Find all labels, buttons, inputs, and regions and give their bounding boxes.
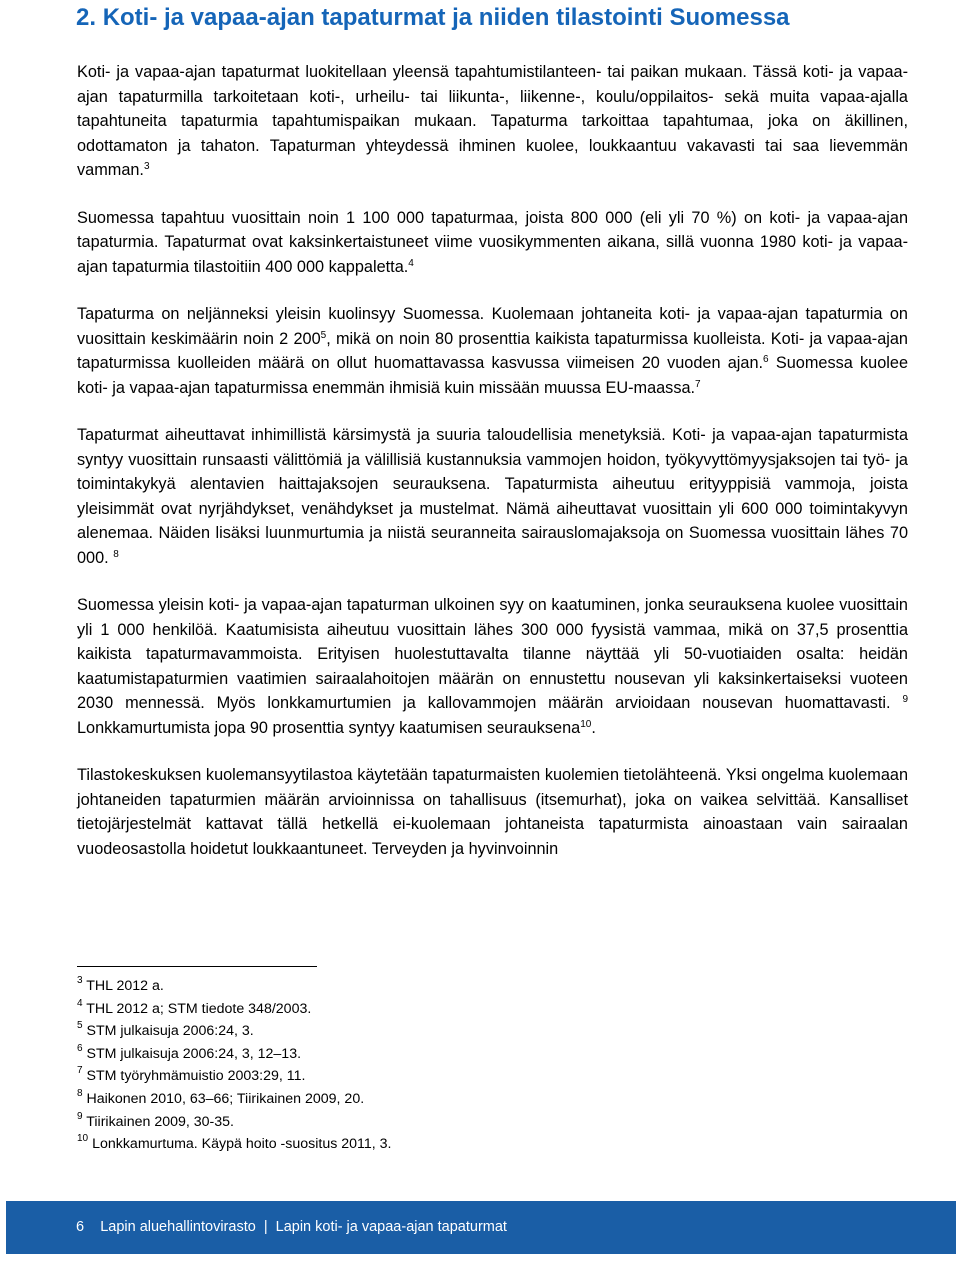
footnote-number: 10 [77, 1133, 89, 1145]
paragraph-text: Tapaturma on neljänneksi yleisin kuolinsyy Suomessa. Kuolemaan johtaneita koti- ja vapaa-ajan tapaturmia on vuosittain keskimäärin noin 2 200 [77, 305, 908, 348]
footer-document-title: Lapin koti- ja vapaa-ajan tapaturmat [275, 1219, 507, 1235]
footnote-reference[interactable]: 8 [113, 548, 119, 560]
body-text [77, 60, 908, 884]
paragraph-text: Suomessa kuolee koti- ja vapaa-ajan tapaturmissa enemmän ihmisiä kuin missään muussa EU-maassa. [77, 354, 908, 397]
footnote-reference[interactable]: 3 [143, 161, 150, 172]
footnote-number: 6 [77, 1042, 83, 1054]
footnote-reference[interactable]: 4 [408, 257, 414, 269]
paragraph-text: Suomessa tapahtuu vuosittain noin 1 100 000 tapaturmaa, joista 800 000 (eli yli 70 %) on koti- ja vapaa-ajan tapaturmia. Tapaturmat ovat kaksinkertaistuneet viime vuosikymmenten aikana, sillä vuonna 1980 koti- ja vapaa-ajan tapaturmia tilastoitiin 400 000 kappaletta. [77, 208, 908, 276]
footer-separator: | [263, 1219, 268, 1235]
footnote-number: 3 [77, 975, 83, 986]
footnote-item [77, 1043, 777, 1066]
footnote-number: 9 [77, 1110, 83, 1122]
section-number: 2. [76, 4, 97, 31]
paragraph-text: Tilastokeskuksen kuolemansyytilastoa käytetään tapaturmaisten kuolemien tietolähteenä. Yksi ongelma kuolemaan johtaneiden tapaturmien määrän arvioinnissa on tahallisuus (itsemurhat), joka on vaikea selvittää. Kansalliset tietojärjestelmät kattavat tällä hetkellä ei-kuolemaan johtaneista tapaturmista ainoastaan vain sairaalan vuodeosastolla hoidetut loukkaantuneet. Terveyden ja hyvinvoinnin [77, 766, 908, 858]
footer-text [76, 1217, 507, 1237]
footnotes [77, 975, 777, 1156]
footer-organization: Lapin aluehallintovirasto [100, 1219, 256, 1235]
section-title: Koti- ja vapaa-ajan tapaturmat ja niiden tilastointi Suomessa [102, 4, 790, 31]
footnote-item [77, 1065, 777, 1088]
paragraph [77, 302, 908, 400]
footnote-reference[interactable]: 7 [695, 378, 701, 390]
footnote-text: STM julkaisuja 2006:24, 3. [82, 1023, 254, 1040]
footnote-text: Tiirikainen 2009, 30-35. [82, 1113, 234, 1130]
footnote-item [77, 1088, 777, 1111]
paragraph [77, 423, 908, 570]
footnote-number: 5 [77, 1020, 83, 1032]
footnote-reference[interactable]: 6 [763, 354, 769, 365]
paragraph [77, 593, 908, 740]
footnote-number: 8 [77, 1087, 83, 1099]
paragraph [77, 763, 908, 861]
footnote-text: THL 2012 a; STM tiedote 348/2003. [82, 1000, 312, 1017]
paragraph-text: . [591, 718, 596, 737]
footnote-item [77, 1111, 777, 1134]
paragraph-text: Lonkkamurtumista jopa 90 prosenttia syntyy kaatumisen seurauksena [77, 718, 581, 737]
paragraph-text: Suomessa yleisin koti- ja vapaa-ajan tapaturman ulkoinen syy on kaatuminen, jonka seurauksena kuolee vuosittain yli 1 000 henkilöä. Kaatumisista aiheutuu vuosittain lähes 300 000 fyysistä vammaa, mikä on 37,5 prosenttia kaikista tapaturmavammoista. Erityisen huolestuttavalta tilanne näyttää yli 50-vuotiaiden osalta: heidän kaatumistapaturmien vaatimien sairaalahoitojen määrän on ennustettu nousevan yli kaksinkertaiseksi vuoteen 2030 mennessä. Myös lonkkamurtumien ja kallovammojen määrän arvioidaan nousevan huomattavasti. [77, 596, 908, 712]
footnote-number: 7 [77, 1065, 83, 1077]
paragraph-text: Koti- ja vapaa-ajan tapaturmat luokitellaan yleensä tapahtumistilanteen- tai paikan mukaan. Tässä koti- ja vapaa-ajan tapaturmilla tarkoitetaan koti-, urheilu- tai liikunta-, liikenne-, koulu/oppilaitos- sekä muita vapaa-ajalla tapahtuneita tapaturmia tapahtumispaikan mukaan. Tapaturma tarkoittaa tapahtumaa, joka on äkillinen, odottamaton ja tahaton. Tapaturman yhteydessä ihminen kuolee, loukkaantuu vakavasti tai saa lievemmän vamman. [77, 63, 908, 179]
footnote-item [77, 1133, 777, 1156]
footnote-item [77, 975, 777, 998]
footnote-item [77, 1020, 777, 1043]
paragraph [77, 206, 908, 280]
section-heading [76, 2, 936, 34]
footnote-item [77, 998, 777, 1021]
page-footer [6, 1201, 956, 1254]
footnote-reference[interactable]: 10 [580, 718, 592, 730]
paragraph-text: , mikä on noin 80 prosenttia kaikista tapaturmissa kuolleista. Koti- ja vapaa-ajan tapaturmissa kuolleiden määrä on ollut huomattavassa kasvussa viimeisen 20 vuoden ajan. [77, 329, 908, 372]
footnote-text: STM työryhmämuistio 2003:29, 11. [82, 1068, 306, 1085]
page-number: 6 [76, 1219, 85, 1235]
footnote-separator [77, 966, 317, 967]
footnote-text: THL 2012 a. [82, 978, 164, 994]
footnote-number: 4 [77, 997, 83, 1009]
paragraph [77, 60, 908, 183]
footnote-reference[interactable]: 5 [320, 329, 327, 341]
footnote-reference[interactable]: 9 [902, 694, 908, 705]
footnote-text: STM julkaisuja 2006:24, 3, 12–13. [82, 1045, 302, 1062]
footnote-text: Lonkkamurtuma. Käypä hoito -suositus 2011, 3. [88, 1136, 392, 1153]
paragraph-text: Tapaturmat aiheuttavat inhimillistä kärsimystä ja suuria taloudellisia menetyksiä. Koti- ja vapaa-ajan tapaturmista syntyy vuosittain runsaasti välittömiä ja välillisiä kustannuksia vammojen hoidon, työkyvyttömyysjaksojen tai työ- ja toimintakykyä alentavien haittajaksojen seurauksena. Tapaturmista aiheutuu erityyppisiä vammoja, joista yleisimmät ovat nyrjähdykset, venähdykset ja mustelmat. Nämä aiheuttavat vuosittain yli 600 000 toimintakyvyn alenemaa. Näiden lisäksi luunmurtumia ja niistä seuranneita sairauslomajaksoja on Suomessa vuosittain lähes 70 000. [77, 426, 908, 567]
footnote-text: Haikonen 2010, 63–66; Tiirikainen 2009, 20. [82, 1090, 365, 1107]
